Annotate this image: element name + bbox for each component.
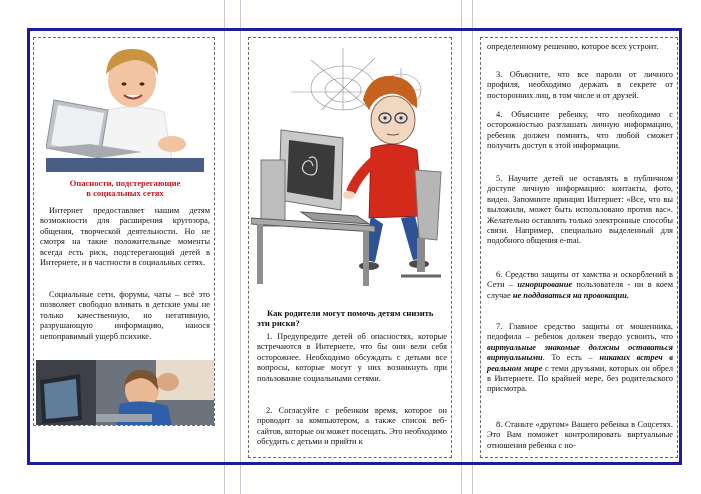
advice-item-4: 4. Объясните ребенку, что необходимо с осторожностью разглашать личную информацию, ребенок должен помнить, что любой сможет получить доступ к этой информации. bbox=[487, 110, 673, 151]
social-dangers-paragraph-2: Социальные сети, форумы, чаты – всё это позволяет свободно вливать в детские умы не только качественную, но негативную, разрушающую информацию, нанося непоправимый ущерб психике. bbox=[40, 290, 210, 341]
advice-item-5: 5. Научите детей не оставлять в публичном доступе личную информацию: контакты, фото, видео. Запомните принцип Интернет: «Все, что вы выложили, может быть использовано против вас». Желательно оставлять только электронные способы связи. Например, специально выделенный для подобного общения e-mai. bbox=[487, 174, 673, 246]
boy-spider-web-illustration bbox=[251, 40, 449, 294]
boy-laptop-photo bbox=[46, 40, 204, 172]
social-dangers-heading: Опасности, подстерегающие в социальных сетях bbox=[69, 178, 181, 198]
child-computer-photo bbox=[36, 360, 214, 426]
middle-panel bbox=[248, 37, 452, 458]
parents-help-heading: Как родители могут помочь детям снизить эти риски? bbox=[257, 308, 434, 328]
advice-item-3: 3. Объясните, что все пароли от личного профиля, необходимо держать в секрете от посторонних лиц, в том числе и от друзей. bbox=[487, 70, 673, 100]
advice-item-2-continued: определенному решению, которое всех устроит. bbox=[487, 42, 659, 51]
advice-item-1: 1. Предупредите детей об опасностях, которые встречаются в Интернете, что бы они вели себя осторожнее. Необходимо обсуждать с детьми все вопросы, которые могут у них возникнуть при пользование социальными сетями. bbox=[257, 332, 447, 383]
advice-item-2: 2. Согласуйте с ребенком время, которое он проводит за компьютером, а также список веб-сайтов, которые он может посещать. Это необходимо обсудить с детьми и прийти к bbox=[257, 406, 447, 447]
left-panel bbox=[33, 37, 215, 426]
advice-item-8: 8. Станьте «другом» Вашего ребенка в Соцсетях. Это Вам поможет контролировать виртуальные отношения ребенка с но- bbox=[487, 420, 673, 450]
social-dangers-paragraph-1: Интернет предоставляет нашим детям возможности для расширения кругозора, общения, творческой деятельности. Но не смотря на такие положительные моменты всегда есть риск, подстерегающий детей в Интернете, и в частности в социальных сетях. bbox=[40, 206, 210, 268]
advice-item-6: 6. Средство защиты от хамства и оскорблений в Сети – игнорирование пользователя - ни в коем случае не поддаваться на провокации. bbox=[487, 270, 674, 300]
right-panel bbox=[480, 37, 678, 458]
advice-item-7: 7. Главное средство защиты от мошенника, педофила – ребенок должен твердо усвоить, что виртуальные знакомые должны оставаться виртуальными. То есть – никаких встреч в реальном мире с теми друзьями, которых он обрел в Интернете. По крайней мере, без родительского присмотра. bbox=[487, 322, 674, 394]
